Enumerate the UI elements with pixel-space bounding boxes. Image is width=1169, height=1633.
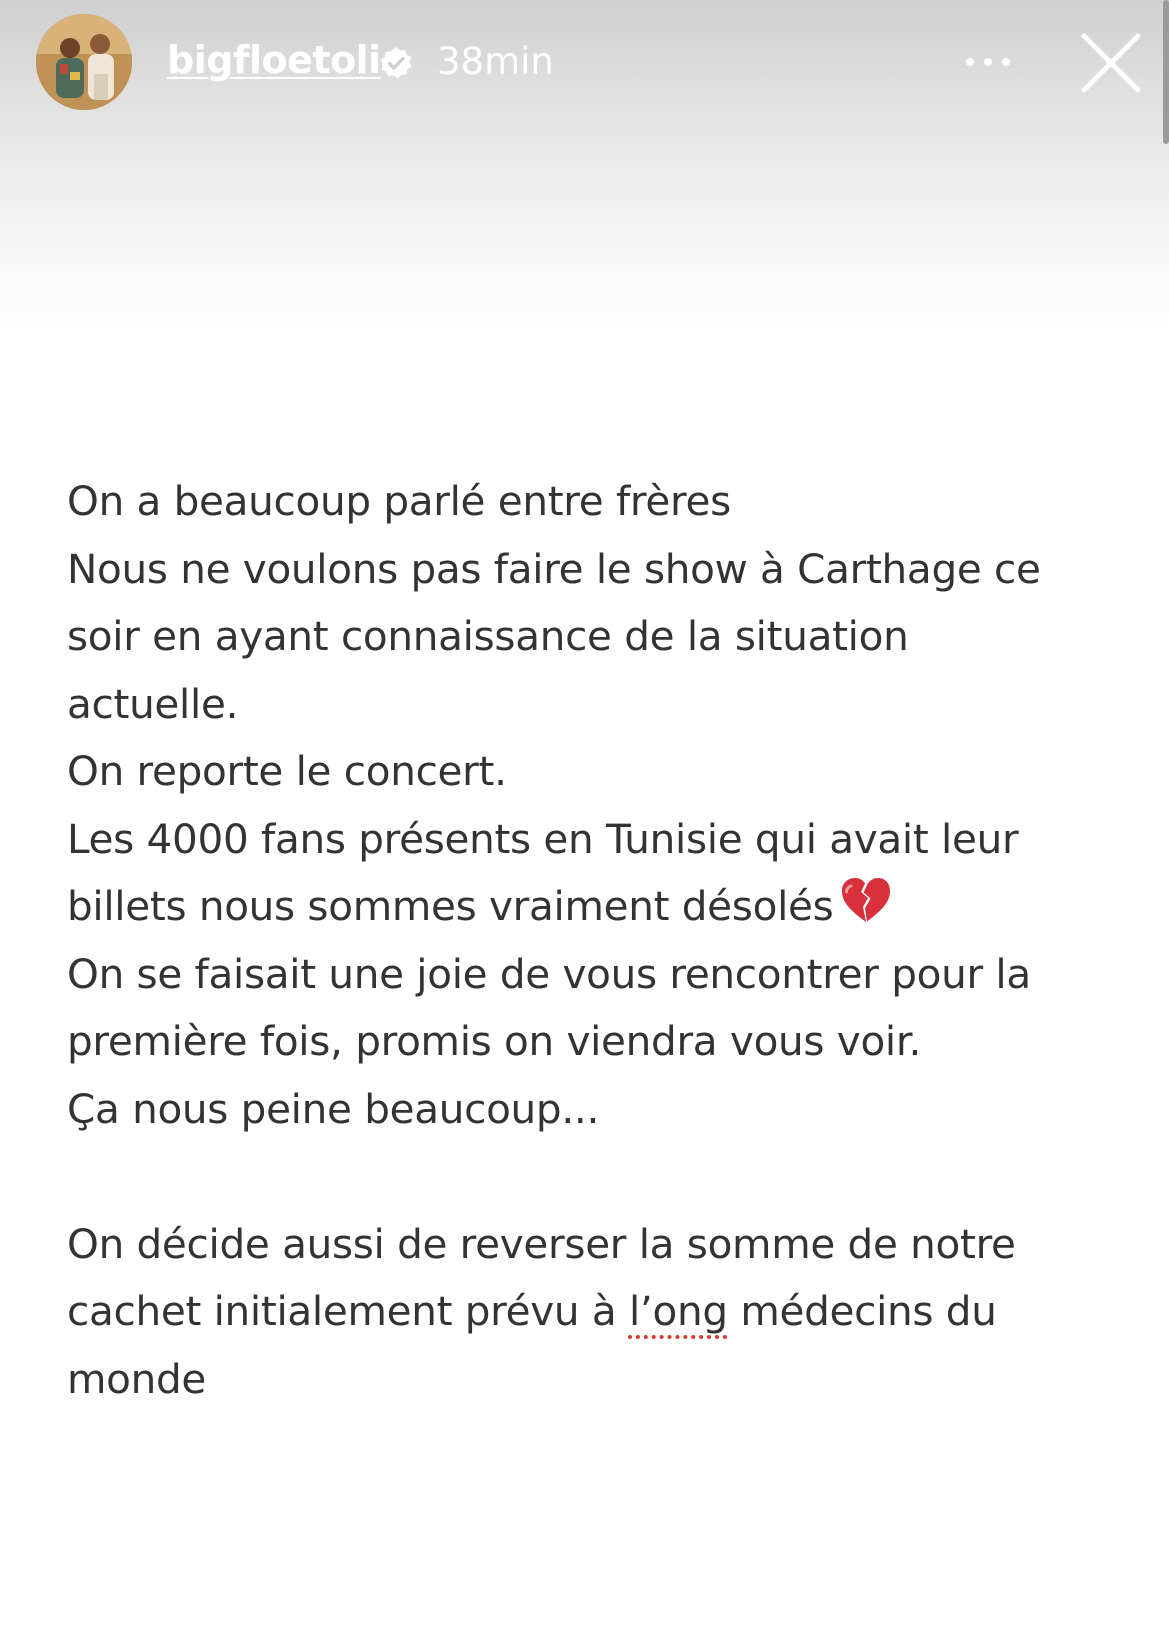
scroll-indicator <box>1163 0 1169 144</box>
message-line-tail: médecins du <box>740 1287 997 1335</box>
more-options-icon[interactable] <box>962 50 1014 74</box>
message-line: On décide aussi de reverser la somme de notre <box>67 1219 1016 1268</box>
message-line-text: cachet initialement prévu à <box>67 1287 617 1335</box>
message-line: On se faisait une joie de vous rencontrer pour la <box>67 949 1031 998</box>
message-line-with-emoji <box>67 873 1117 941</box>
message-line: actuelle. <box>67 679 239 728</box>
message-line: soir en ayant connaissance de la situation <box>67 612 909 660</box>
spellcheck-word[interactable]: l’ong <box>628 1287 728 1335</box>
message-line: Ça nous peine beaucoup... <box>67 1084 600 1133</box>
verified-badge-icon <box>379 46 413 80</box>
paragraph-gap <box>67 1143 1117 1211</box>
message-line: Les 4000 fans présents en Tunisie qui avait leur <box>67 814 1019 863</box>
story-timestamp: 38min <box>437 40 554 83</box>
message-line: monde <box>67 1354 207 1403</box>
story-header <box>0 0 1169 130</box>
profile-avatar[interactable] <box>36 14 132 110</box>
message-line-with-spellcheck <box>67 1278 1117 1346</box>
avatar-image <box>36 14 132 110</box>
message-line: On a beaucoup parlé entre frères <box>67 477 731 525</box>
username-link[interactable]: bigfloetoli <box>167 38 381 82</box>
message-line: Nous ne voulons pas faire le show à Carthage ce <box>67 544 1041 593</box>
message-line: première fois, promis on viendra vous voir. <box>67 1017 922 1065</box>
message-line: On reporte le concert. <box>67 747 507 795</box>
story-message <box>67 468 1117 1413</box>
broken-heart-icon <box>839 876 893 926</box>
close-icon[interactable] <box>1080 32 1142 94</box>
message-line-text: billets nous sommes vraiment désolés <box>67 882 834 930</box>
